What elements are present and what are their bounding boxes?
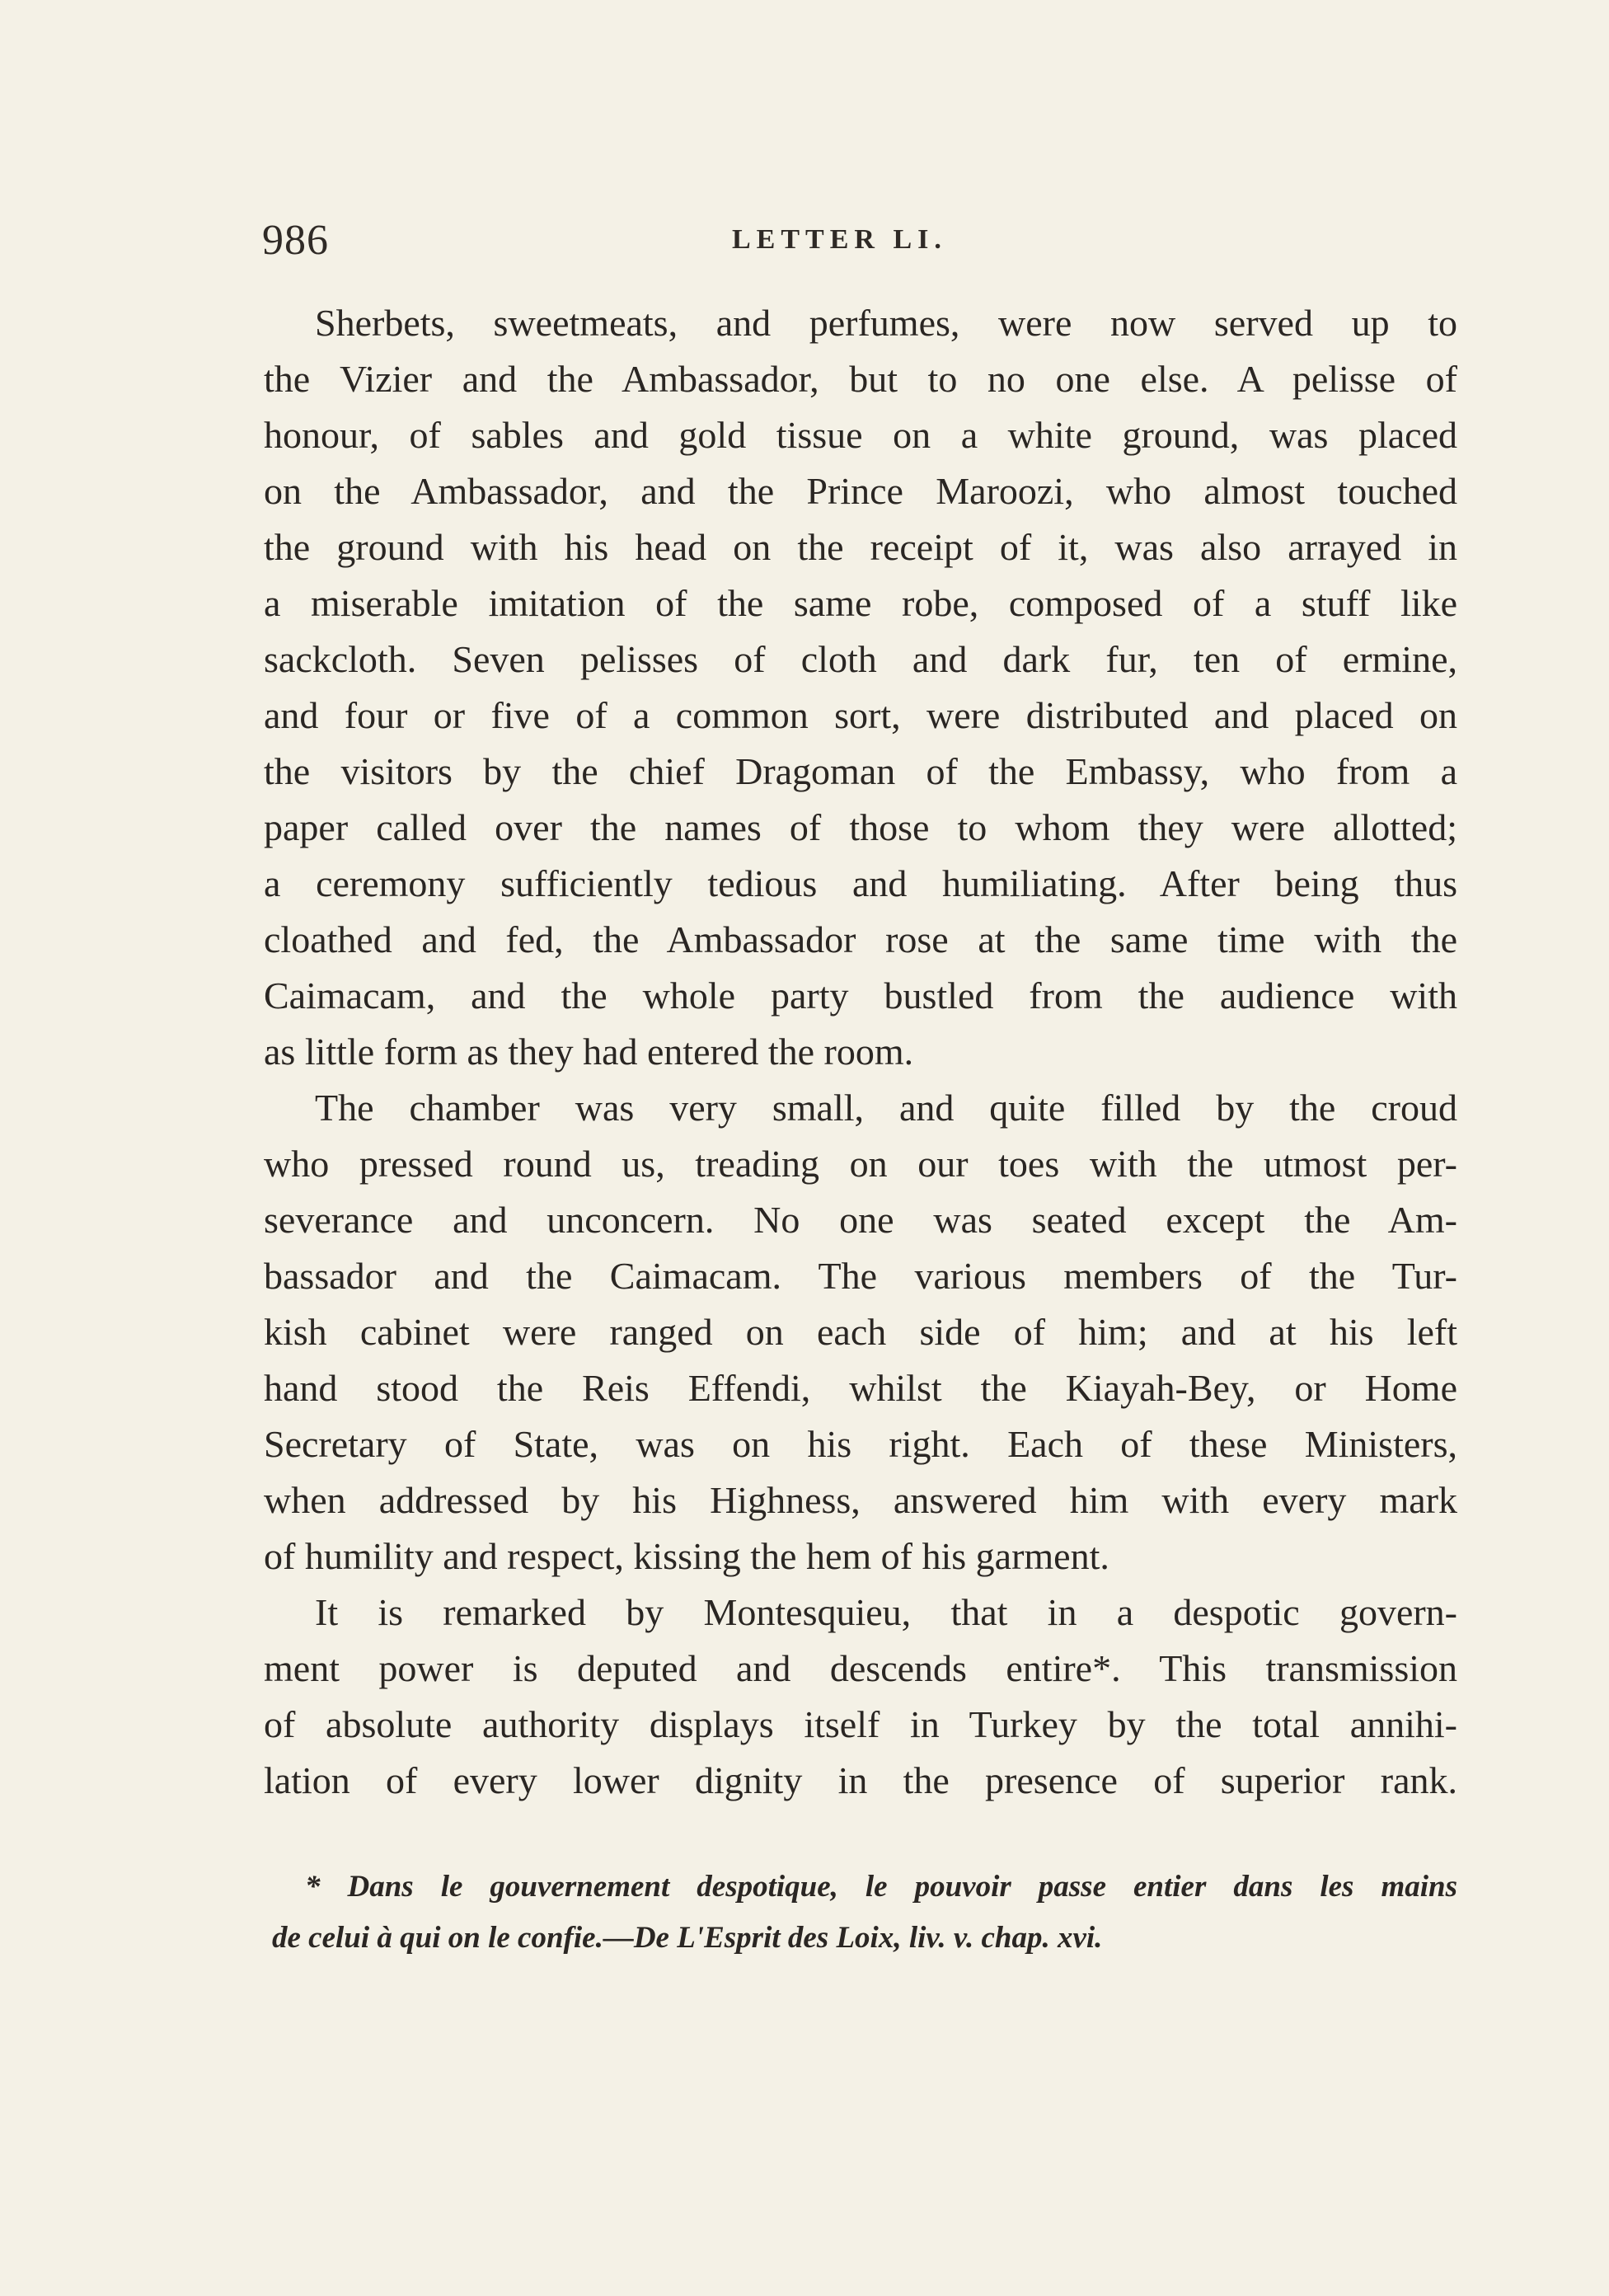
text-line: lation of every lower dignity in the presence of superior rank. bbox=[264, 1759, 1457, 1801]
text-line: sackcloth. Seven pelisses of cloth and dark fur, ten of ermine, bbox=[264, 638, 1457, 680]
text-line: on the Ambassador, and the Prince Maroozi, who almost touched bbox=[264, 470, 1457, 512]
text-line: severance and unconcern. No one was seated except the Am- bbox=[264, 1199, 1457, 1241]
text-line: paper called over the names of those to whom they were allotted; bbox=[264, 806, 1457, 848]
text-line: of humility and respect, kissing the hem of his garment. bbox=[264, 1535, 1109, 1577]
page-number: 986 bbox=[262, 217, 329, 264]
text-line: Sherbets, sweetmeats, and perfumes, were now served up to bbox=[315, 302, 1457, 344]
footnote bbox=[272, 1862, 1457, 1964]
text-line: Caimacam, and the whole party bustled from the audience with bbox=[264, 974, 1457, 1017]
text-line: honour, of sables and gold tissue on a white ground, was placed bbox=[264, 414, 1457, 456]
text-line: ment power is deputed and descends entire*. This transmission bbox=[264, 1647, 1457, 1689]
text-line: when addressed by his Highness, answered him with every mark bbox=[264, 1479, 1457, 1521]
footnote-line: de celui à qui on le confie.—De L'Esprit des Loix, liv. v. chap. xvi. bbox=[272, 1921, 1103, 1955]
text-line: and four or five of a common sort, were distributed and placed on bbox=[264, 694, 1457, 736]
text-line: The chamber was very small, and quite filled by the croud bbox=[315, 1087, 1457, 1129]
text-line: of absolute authority displays itself in Turkey by the total annihi- bbox=[264, 1703, 1457, 1745]
footnote-line: * Dans le gouvernement despotique, le pouvoir passe entier dans les mains bbox=[305, 1870, 1457, 1904]
text-line: bassador and the Caimacam. The various members of the Tur- bbox=[264, 1255, 1457, 1297]
body-text bbox=[264, 295, 1457, 1809]
page-header bbox=[262, 216, 1457, 265]
text-line: Secretary of State, was on his right. Each of these Ministers, bbox=[264, 1423, 1457, 1465]
running-head: LETTER LI. bbox=[732, 224, 947, 255]
text-line: the visitors by the chief Dragoman of the Embassy, who from a bbox=[264, 750, 1457, 792]
text-line: a miserable imitation of the same robe, composed of a stuff like bbox=[264, 582, 1457, 624]
text-line: hand stood the Reis Effendi, whilst the Kiayah-Bey, or Home bbox=[264, 1367, 1457, 1409]
text-line: cloathed and fed, the Ambassador rose at the same time with the bbox=[264, 918, 1457, 960]
text-line: who pressed round us, treading on our toes with the utmost per- bbox=[264, 1143, 1457, 1185]
text-line: the Vizier and the Ambassador, but to no one else. A pelisse of bbox=[264, 358, 1457, 400]
text-line: kish cabinet were ranged on each side of him; and at his left bbox=[264, 1311, 1457, 1353]
text-line: as little form as they had entered the room. bbox=[264, 1031, 914, 1073]
text-line: It is remarked by Montesquieu, that in a despotic govern- bbox=[315, 1591, 1457, 1633]
text-line: a ceremony sufficiently tedious and humiliating. After being thus bbox=[264, 862, 1457, 904]
text-line: the ground with his head on the receipt of it, was also arrayed in bbox=[264, 526, 1457, 568]
